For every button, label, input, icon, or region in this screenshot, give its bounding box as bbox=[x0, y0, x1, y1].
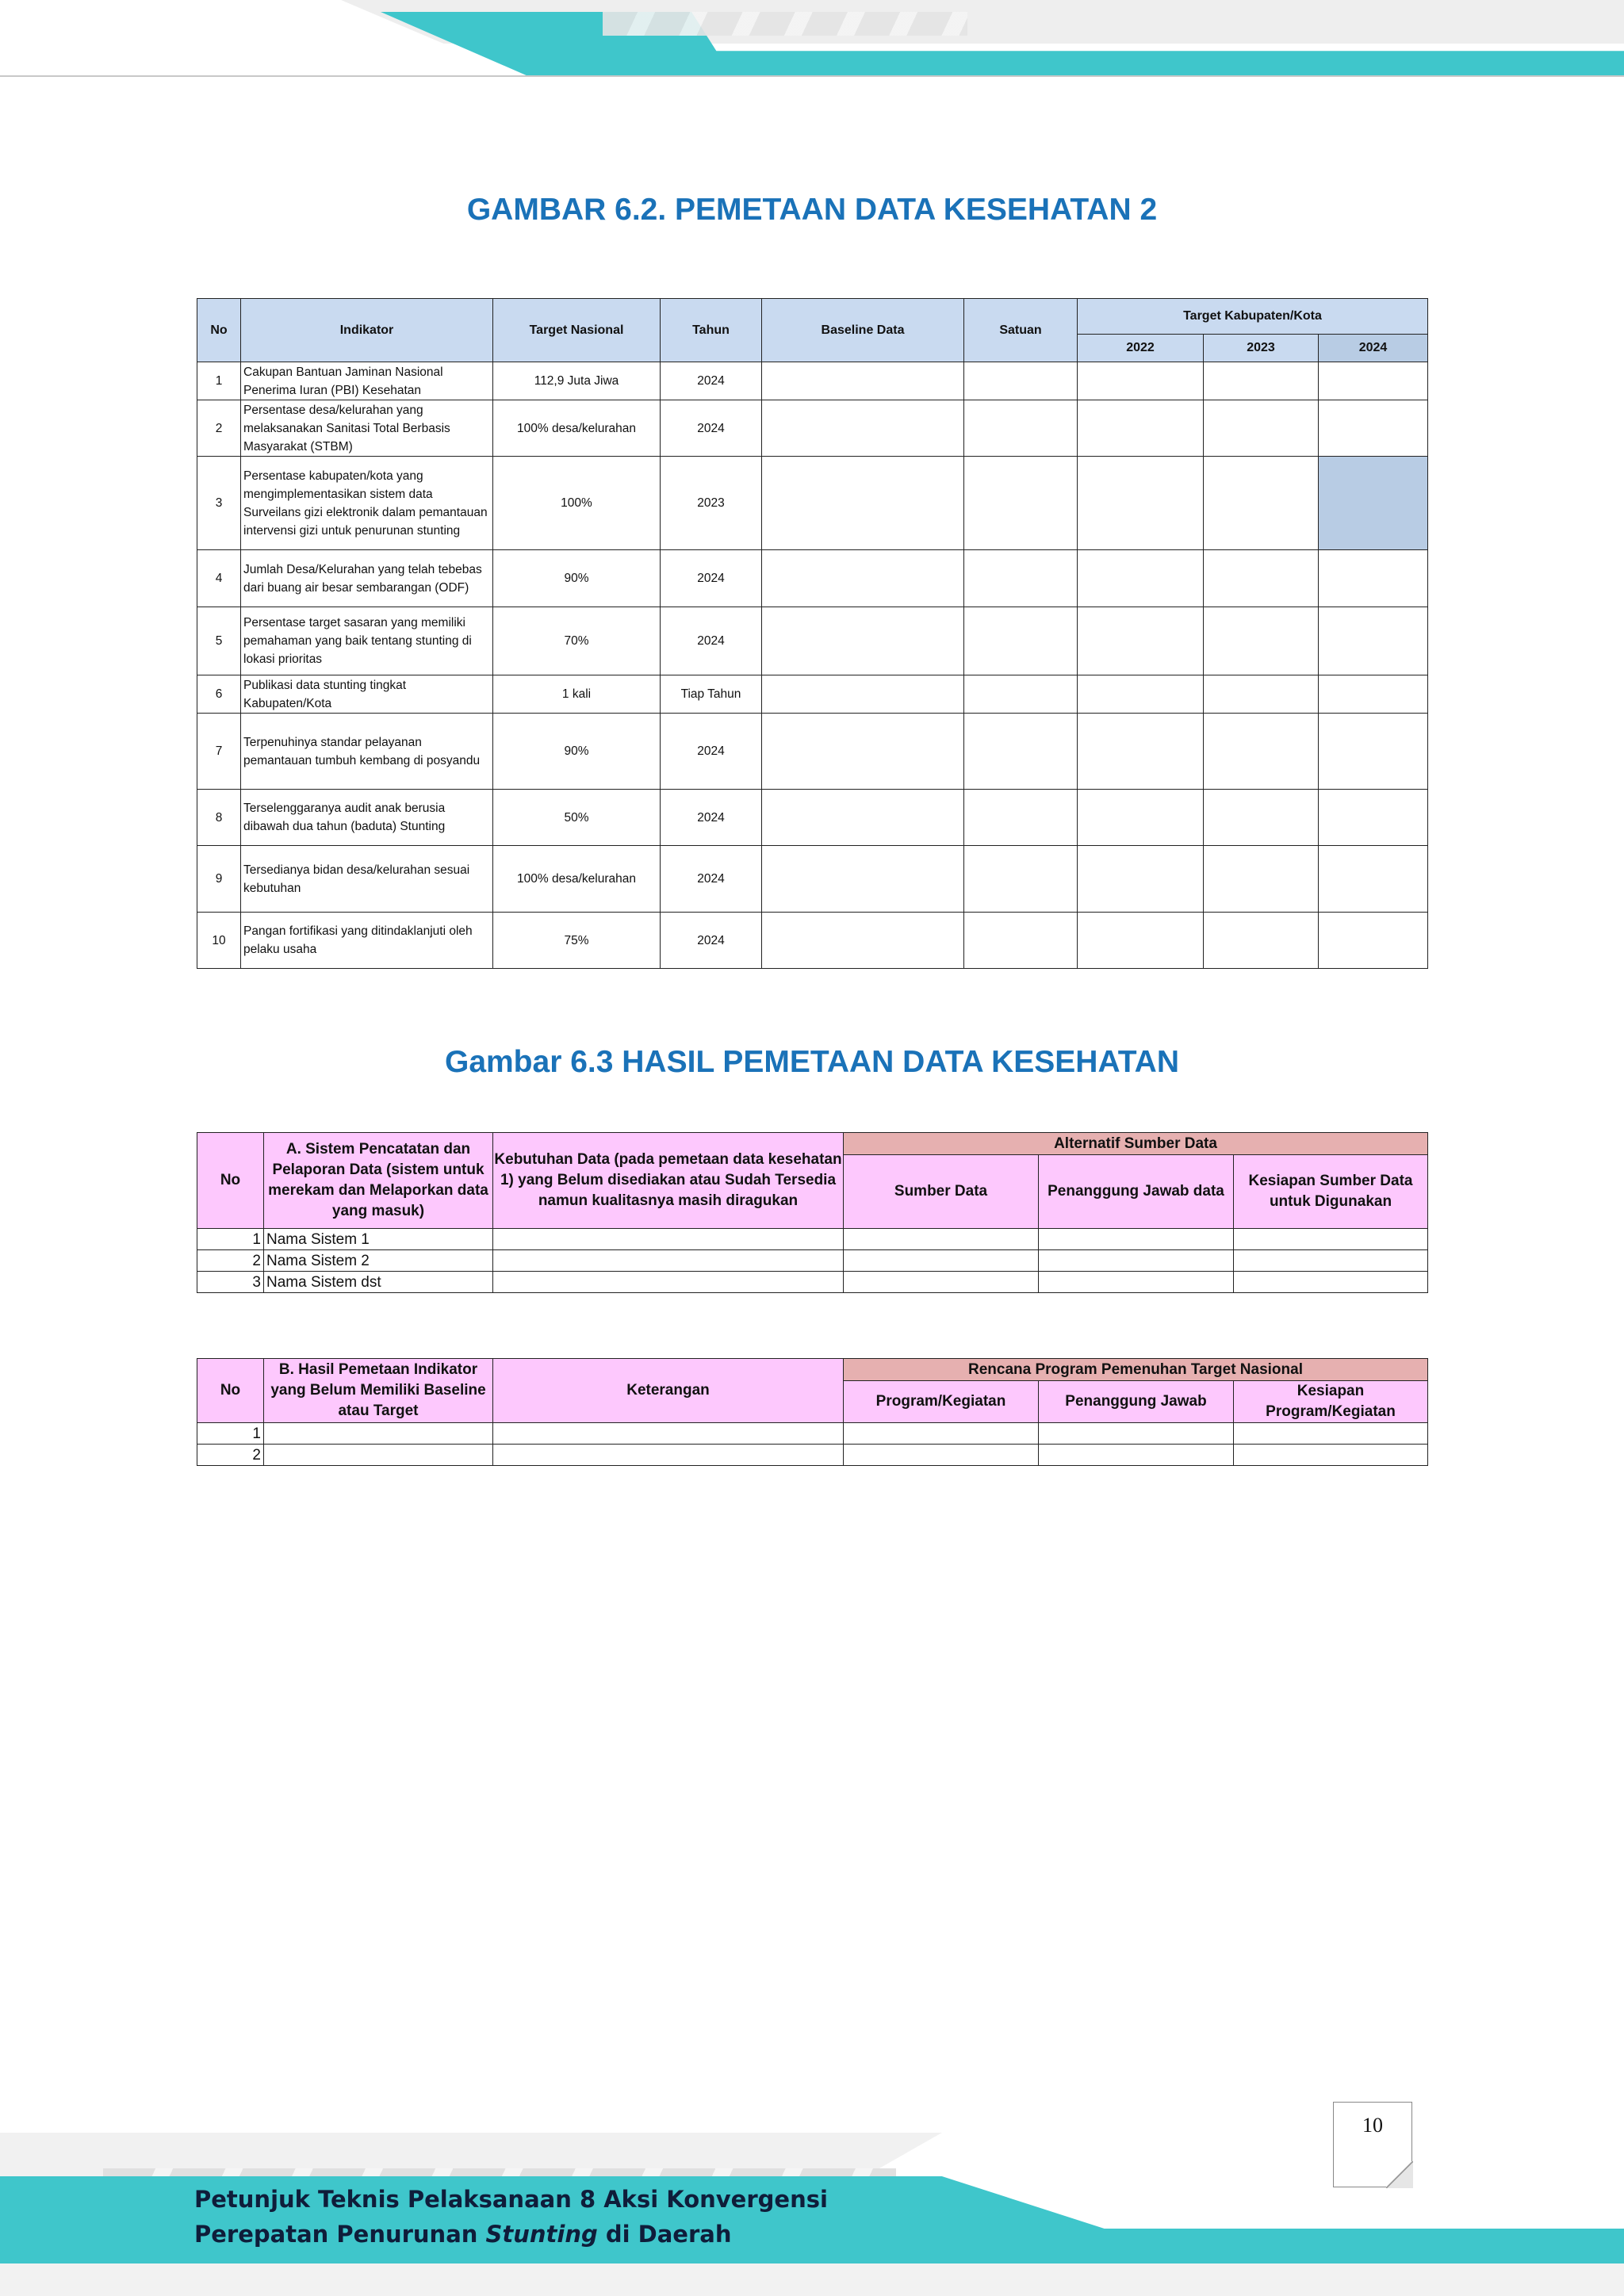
row-baseline bbox=[762, 675, 964, 714]
col-header-no: No bbox=[197, 1359, 264, 1423]
health-data-mapping-table bbox=[197, 298, 1428, 969]
table-row bbox=[197, 1272, 1428, 1293]
col-header-kesiapan: Kesiapan Program/Kegiatan bbox=[1234, 1381, 1428, 1423]
row-indikator: Jumlah Desa/Kelurahan yang telah tebebas dari buang air besar sembarangan (ODF) bbox=[241, 550, 493, 607]
row-tahun: 2024 bbox=[661, 550, 762, 607]
row-target: 90% bbox=[493, 714, 661, 790]
row-2024 bbox=[1319, 675, 1428, 714]
col-header-penanggung: Penanggung Jawab bbox=[1039, 1381, 1234, 1423]
col-header-no: No bbox=[197, 1133, 264, 1229]
row-2022 bbox=[1078, 362, 1204, 400]
col-header-kesiapan: Kesiapan Sumber Data untuk Digunakan bbox=[1234, 1155, 1428, 1229]
table-row bbox=[197, 675, 1428, 714]
row-2022 bbox=[1078, 607, 1204, 675]
page-fold-icon bbox=[1386, 2161, 1413, 2188]
row-2023 bbox=[1204, 550, 1319, 607]
col-header-keterangan: Keterangan bbox=[493, 1359, 844, 1423]
table-row bbox=[197, 1445, 1428, 1466]
row-tahun: 2024 bbox=[661, 714, 762, 790]
footer-bottom-band bbox=[0, 2263, 1624, 2296]
figure-6-2-title: GAMBAR 6.2. PEMETAAN DATA KESEHATAN 2 bbox=[466, 193, 1158, 227]
table-row bbox=[197, 1423, 1428, 1445]
row-baseline bbox=[762, 913, 964, 969]
row-no: 1 bbox=[197, 1423, 264, 1445]
col-header-program: Program/Kegiatan bbox=[844, 1381, 1039, 1423]
row-no: 2 bbox=[197, 1250, 264, 1272]
row-target: 70% bbox=[493, 607, 661, 675]
row-indikator: Pangan fortifikasi yang ditindaklanjuti oleh pelaku usaha bbox=[241, 913, 493, 969]
row-nama-sistem: Nama Sistem 1 bbox=[264, 1229, 493, 1250]
col-header-no: No bbox=[197, 299, 241, 362]
header-decoration-stripes bbox=[603, 12, 967, 36]
row-no: 9 bbox=[197, 846, 241, 913]
table-row bbox=[197, 400, 1428, 457]
page-number bbox=[1333, 2102, 1412, 2187]
row-satuan bbox=[964, 607, 1078, 675]
col-header-satuan: Satuan bbox=[964, 299, 1078, 362]
row-tahun: 2023 bbox=[661, 457, 762, 550]
row-2023 bbox=[1204, 607, 1319, 675]
row-2022 bbox=[1078, 400, 1204, 457]
row-2022 bbox=[1078, 550, 1204, 607]
row-nama-sistem: Nama Sistem 2 bbox=[264, 1250, 493, 1272]
row-satuan bbox=[964, 913, 1078, 969]
row-indikator: Persentase kabupaten/kota yang mengimplementasikan sistem data Surveilans gizi elektronik dalam pemantauan intervensi gizi untuk penurunan stunting bbox=[241, 457, 493, 550]
row-indikator: Terpenuhinya standar pelayanan pemantauan tumbuh kembang di posyandu bbox=[241, 714, 493, 790]
header-divider bbox=[0, 75, 1624, 77]
row-tahun: 2024 bbox=[661, 607, 762, 675]
col-header-penanggung: Penanggung Jawab data bbox=[1039, 1155, 1234, 1229]
row-target: 50% bbox=[493, 790, 661, 846]
footer-line-2: Perepatan Penurunan Stunting di Daerah bbox=[194, 2221, 732, 2248]
row-2024 bbox=[1319, 790, 1428, 846]
col-header-kebutuhan: Kebutuhan Data (pada pemetaan data kesehatan 1) yang Belum disediakan atau Sudah Tersedia namun kualitasnya masih diragukan bbox=[493, 1133, 844, 1229]
row-baseline bbox=[762, 790, 964, 846]
row-indikator: Persentase desa/kelurahan yang melaksanakan Sanitasi Total Berbasis Masyarakat (STBM) bbox=[241, 400, 493, 457]
row-no: 10 bbox=[197, 913, 241, 969]
row-tahun: 2024 bbox=[661, 400, 762, 457]
row-2023 bbox=[1204, 790, 1319, 846]
row-2023 bbox=[1204, 675, 1319, 714]
table-row bbox=[197, 1229, 1428, 1250]
row-2022 bbox=[1078, 846, 1204, 913]
row-baseline bbox=[762, 607, 964, 675]
col-header-2022: 2022 bbox=[1078, 335, 1204, 362]
row-2024 bbox=[1319, 607, 1428, 675]
row-target: 90% bbox=[493, 550, 661, 607]
row-target: 112,9 Juta Jiwa bbox=[493, 362, 661, 400]
row-satuan bbox=[964, 675, 1078, 714]
indicator-mapping-table bbox=[197, 1358, 1428, 1466]
footer-line-1: Petunjuk Teknis Pelaksanaan 8 Aksi Konvergensi bbox=[194, 2186, 828, 2213]
row-satuan bbox=[964, 400, 1078, 457]
col-header-2023: 2023 bbox=[1204, 335, 1319, 362]
row-nama-sistem: Nama Sistem dst bbox=[264, 1272, 493, 1293]
row-2024 bbox=[1319, 846, 1428, 913]
page-number-text: 10 bbox=[1362, 2114, 1383, 2137]
row-2022 bbox=[1078, 790, 1204, 846]
row-satuan bbox=[964, 362, 1078, 400]
row-satuan bbox=[964, 550, 1078, 607]
table-row bbox=[197, 846, 1428, 913]
row-tahun: 2024 bbox=[661, 362, 762, 400]
row-no: 1 bbox=[197, 1229, 264, 1250]
row-no: 3 bbox=[197, 1272, 264, 1293]
row-no: 4 bbox=[197, 550, 241, 607]
row-2024 bbox=[1319, 362, 1428, 400]
row-no: 6 bbox=[197, 675, 241, 714]
row-target: 100% bbox=[493, 457, 661, 550]
row-indikator: Publikasi data stunting tingkat Kabupaten/Kota bbox=[241, 675, 493, 714]
col-header-alternatif: Alternatif Sumber Data bbox=[844, 1133, 1428, 1155]
col-header-target-nasional: Target Nasional bbox=[493, 299, 661, 362]
table-body bbox=[197, 1133, 1428, 1293]
row-2022 bbox=[1078, 714, 1204, 790]
col-header-2024: 2024 bbox=[1319, 335, 1428, 362]
row-baseline bbox=[762, 550, 964, 607]
row-target: 1 kali bbox=[493, 675, 661, 714]
row-satuan bbox=[964, 457, 1078, 550]
row-baseline bbox=[762, 457, 964, 550]
table-row bbox=[197, 913, 1428, 969]
footer-document-title bbox=[194, 2182, 828, 2252]
row-tahun: 2024 bbox=[661, 846, 762, 913]
row-no: 5 bbox=[197, 607, 241, 675]
row-2024-shaded bbox=[1319, 457, 1428, 550]
row-2022 bbox=[1078, 457, 1204, 550]
row-2023 bbox=[1204, 913, 1319, 969]
col-header-sumber: Sumber Data bbox=[844, 1155, 1039, 1229]
row-2024 bbox=[1319, 714, 1428, 790]
row-2022 bbox=[1078, 913, 1204, 969]
col-header-indikator: Indikator bbox=[241, 299, 493, 362]
row-satuan bbox=[964, 846, 1078, 913]
row-indikator: Persentase target sasaran yang memiliki pemahaman yang baik tentang stunting di lokasi prioritas bbox=[241, 607, 493, 675]
row-no: 2 bbox=[197, 1445, 264, 1466]
table-row bbox=[197, 550, 1428, 607]
row-satuan bbox=[964, 714, 1078, 790]
table-body bbox=[197, 299, 1428, 969]
row-no: 1 bbox=[197, 362, 241, 400]
system-recording-table bbox=[197, 1132, 1428, 1293]
row-tahun: 2024 bbox=[661, 913, 762, 969]
row-2023 bbox=[1204, 714, 1319, 790]
row-2023 bbox=[1204, 362, 1319, 400]
col-header-rencana: Rencana Program Pemenuhan Target Nasional bbox=[844, 1359, 1428, 1381]
table-row bbox=[197, 607, 1428, 675]
row-no: 8 bbox=[197, 790, 241, 846]
row-baseline bbox=[762, 400, 964, 457]
row-2023 bbox=[1204, 457, 1319, 550]
table-row bbox=[197, 457, 1428, 550]
col-header-baseline: Baseline Data bbox=[762, 299, 964, 362]
table-row bbox=[197, 790, 1428, 846]
table-row bbox=[197, 714, 1428, 790]
row-target: 100% desa/kelurahan bbox=[493, 400, 661, 457]
figure-6-3-title: Gambar 6.3 HASIL PEMETAAN DATA KESEHATAN bbox=[444, 1045, 1179, 1079]
row-2024 bbox=[1319, 913, 1428, 969]
row-no: 3 bbox=[197, 457, 241, 550]
row-no: 7 bbox=[197, 714, 241, 790]
row-2024 bbox=[1319, 400, 1428, 457]
table-body bbox=[197, 1359, 1428, 1466]
col-header-tahun: Tahun bbox=[661, 299, 762, 362]
col-header-sistem: A. Sistem Pencatatan dan Pelaporan Data (sistem untuk merekam dan Melaporkan data yang masuk) bbox=[264, 1133, 493, 1229]
row-indikator: Terselenggaranya audit anak berusia dibawah dua tahun (baduta) Stunting bbox=[241, 790, 493, 846]
row-baseline bbox=[762, 846, 964, 913]
row-target: 75% bbox=[493, 913, 661, 969]
row-2024 bbox=[1319, 550, 1428, 607]
row-no: 2 bbox=[197, 400, 241, 457]
row-tahun: Tiap Tahun bbox=[661, 675, 762, 714]
row-baseline bbox=[762, 362, 964, 400]
row-2023 bbox=[1204, 400, 1319, 457]
table-row bbox=[197, 362, 1428, 400]
row-2023 bbox=[1204, 846, 1319, 913]
row-tahun: 2024 bbox=[661, 790, 762, 846]
row-indikator: Tersedianya bidan desa/kelurahan sesuai kebutuhan bbox=[241, 846, 493, 913]
col-header-hasil: B. Hasil Pemetaan Indikator yang Belum Memiliki Baseline atau Target bbox=[264, 1359, 493, 1423]
row-target: 100% desa/kelurahan bbox=[493, 846, 661, 913]
col-header-target-kab: Target Kabupaten/Kota bbox=[1078, 299, 1428, 335]
row-indikator: Cakupan Bantuan Jaminan Nasional Penerima Iuran (PBI) Kesehatan bbox=[241, 362, 493, 400]
row-satuan bbox=[964, 790, 1078, 846]
table-row bbox=[197, 1250, 1428, 1272]
row-baseline bbox=[762, 714, 964, 790]
row-2022 bbox=[1078, 675, 1204, 714]
